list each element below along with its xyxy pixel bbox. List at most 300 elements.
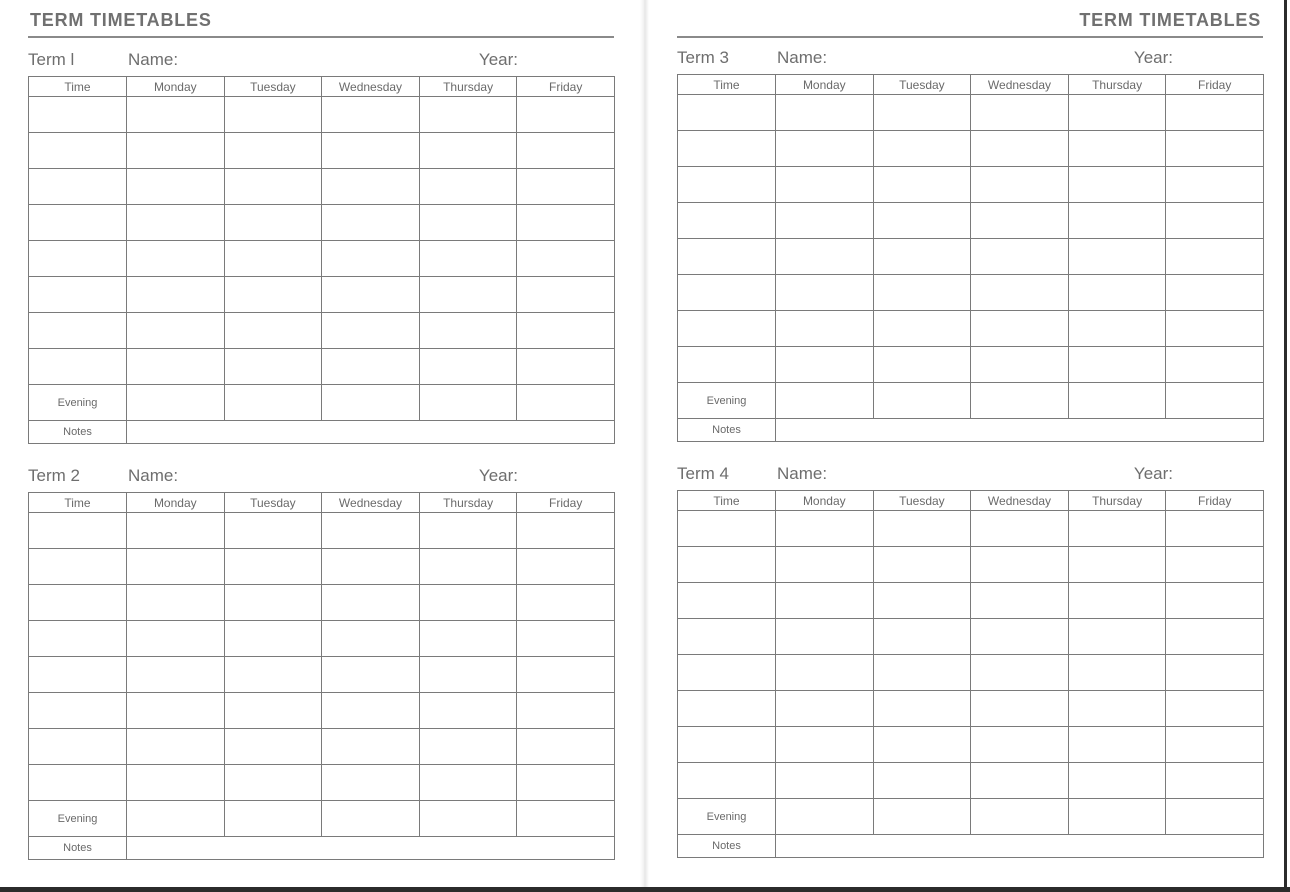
slot-cell[interactable] xyxy=(1166,799,1264,835)
slot-cell[interactable] xyxy=(127,313,225,349)
term-4-heading xyxy=(677,460,1263,490)
slot-cell[interactable] xyxy=(419,621,517,657)
term-3-name-label: Name: xyxy=(777,48,828,67)
slot-cell[interactable] xyxy=(971,311,1069,347)
term-2-section xyxy=(28,462,614,860)
table-row xyxy=(29,97,615,133)
slot-cell[interactable] xyxy=(224,169,322,205)
slot-cell[interactable] xyxy=(776,691,874,727)
slot-cell[interactable] xyxy=(419,765,517,801)
time-cell[interactable] xyxy=(29,349,127,385)
slot-cell[interactable] xyxy=(776,203,874,239)
time-cell[interactable] xyxy=(678,655,776,691)
time-cell[interactable] xyxy=(678,167,776,203)
slot-cell[interactable] xyxy=(419,729,517,765)
table-row xyxy=(678,131,1264,167)
slot-cell[interactable] xyxy=(127,169,225,205)
slot-cell[interactable] xyxy=(322,585,420,621)
slot-cell[interactable] xyxy=(1166,347,1264,383)
column-header-0: Time xyxy=(678,75,776,95)
slot-cell[interactable] xyxy=(322,621,420,657)
slot-cell[interactable] xyxy=(1068,655,1166,691)
slot-cell[interactable] xyxy=(971,655,1069,691)
slot-cell[interactable] xyxy=(322,693,420,729)
slot-cell[interactable] xyxy=(873,799,971,835)
slot-cell[interactable] xyxy=(419,801,517,837)
time-cell[interactable] xyxy=(678,619,776,655)
slot-cell[interactable] xyxy=(776,511,874,547)
term-1-heading xyxy=(28,46,614,76)
column-header-3: Wednesday xyxy=(322,77,420,97)
slot-cell[interactable] xyxy=(873,167,971,203)
slot-cell[interactable] xyxy=(873,239,971,275)
slot-cell[interactable] xyxy=(1166,763,1264,799)
time-cell[interactable] xyxy=(678,547,776,583)
slot-cell[interactable] xyxy=(873,383,971,419)
slot-cell[interactable] xyxy=(419,97,517,133)
slot-cell[interactable] xyxy=(1166,691,1264,727)
slot-cell[interactable] xyxy=(971,95,1069,131)
slot-cell[interactable] xyxy=(224,313,322,349)
time-cell[interactable] xyxy=(678,239,776,275)
time-cell[interactable] xyxy=(678,583,776,619)
slot-cell[interactable] xyxy=(127,133,225,169)
column-header-0: Time xyxy=(29,493,127,513)
time-cell[interactable] xyxy=(29,313,127,349)
notes-label: Notes xyxy=(29,421,127,444)
slot-cell[interactable] xyxy=(517,97,615,133)
slot-cell[interactable] xyxy=(1068,131,1166,167)
slot-cell[interactable] xyxy=(224,585,322,621)
time-cell[interactable]: Evening xyxy=(29,385,127,421)
time-cell[interactable] xyxy=(678,203,776,239)
slot-cell[interactable] xyxy=(1068,619,1166,655)
slot-cell[interactable] xyxy=(322,349,420,385)
term-2-year-label: Year: xyxy=(478,466,518,485)
slot-cell[interactable] xyxy=(127,621,225,657)
slot-cell[interactable] xyxy=(419,277,517,313)
slot-cell[interactable] xyxy=(224,241,322,277)
slot-cell[interactable] xyxy=(419,657,517,693)
column-header-4: Thursday xyxy=(1068,75,1166,95)
slot-cell[interactable] xyxy=(971,763,1069,799)
column-header-0: Time xyxy=(29,77,127,97)
slot-cell[interactable] xyxy=(517,349,615,385)
time-cell[interactable] xyxy=(29,657,127,693)
table-row xyxy=(678,167,1264,203)
time-cell[interactable] xyxy=(678,763,776,799)
column-header-2: Tuesday xyxy=(873,75,971,95)
table-row xyxy=(678,691,1264,727)
slot-cell[interactable] xyxy=(517,513,615,549)
slot-cell[interactable] xyxy=(873,511,971,547)
slot-cell[interactable] xyxy=(873,347,971,383)
slot-cell[interactable] xyxy=(1166,239,1264,275)
slot-cell[interactable] xyxy=(873,311,971,347)
slot-cell[interactable] xyxy=(127,385,225,421)
slot-cell[interactable] xyxy=(776,311,874,347)
notes-field[interactable] xyxy=(776,835,1264,858)
term-1-year-label: Year: xyxy=(478,50,518,69)
notes-field[interactable] xyxy=(127,837,615,860)
book-gutter xyxy=(640,0,649,887)
slot-cell[interactable] xyxy=(419,205,517,241)
slot-cell[interactable] xyxy=(971,239,1069,275)
slot-cell[interactable] xyxy=(1068,547,1166,583)
table-row xyxy=(678,239,1264,275)
slot-cell[interactable] xyxy=(1068,95,1166,131)
slot-cell[interactable] xyxy=(971,799,1069,835)
slot-cell[interactable] xyxy=(971,275,1069,311)
slot-cell[interactable] xyxy=(419,133,517,169)
slot-cell[interactable] xyxy=(517,313,615,349)
column-header-3: Wednesday xyxy=(971,491,1069,511)
slot-cell[interactable] xyxy=(517,765,615,801)
slot-cell[interactable] xyxy=(419,585,517,621)
slot-cell[interactable] xyxy=(776,619,874,655)
slot-cell[interactable] xyxy=(517,241,615,277)
slot-cell[interactable] xyxy=(517,693,615,729)
slot-cell[interactable] xyxy=(776,799,874,835)
table-row xyxy=(29,621,615,657)
term-4-year-label: Year: xyxy=(1133,464,1173,483)
table-row xyxy=(29,513,615,549)
time-cell[interactable]: Evening xyxy=(678,799,776,835)
term-3-section xyxy=(677,44,1263,442)
slot-cell[interactable] xyxy=(776,167,874,203)
table-row xyxy=(678,95,1264,131)
slot-cell[interactable] xyxy=(224,765,322,801)
notes-field[interactable] xyxy=(776,419,1264,442)
slot-cell[interactable] xyxy=(224,729,322,765)
column-header-5: Friday xyxy=(517,493,615,513)
header-row xyxy=(29,493,615,513)
slot-cell[interactable] xyxy=(419,693,517,729)
slot-cell[interactable] xyxy=(873,583,971,619)
column-header-2: Tuesday xyxy=(873,491,971,511)
page-edge-bottom xyxy=(0,887,1290,892)
slot-cell[interactable] xyxy=(776,727,874,763)
slot-cell[interactable] xyxy=(224,621,322,657)
slot-cell[interactable] xyxy=(1068,383,1166,419)
slot-cell[interactable] xyxy=(971,203,1069,239)
table-row xyxy=(29,657,615,693)
slot-cell[interactable] xyxy=(1068,691,1166,727)
slot-cell[interactable] xyxy=(419,549,517,585)
slot-cell[interactable] xyxy=(322,385,420,421)
notes-field[interactable] xyxy=(127,421,615,444)
slot-cell[interactable] xyxy=(224,133,322,169)
slot-cell[interactable] xyxy=(419,169,517,205)
slot-cell[interactable] xyxy=(127,241,225,277)
slot-cell[interactable] xyxy=(322,801,420,837)
column-header-3: Wednesday xyxy=(322,493,420,513)
slot-cell[interactable] xyxy=(224,97,322,133)
slot-cell[interactable] xyxy=(971,547,1069,583)
time-cell[interactable] xyxy=(29,241,127,277)
term-2-label: Term 2 xyxy=(28,466,80,485)
slot-cell[interactable] xyxy=(322,657,420,693)
slot-cell[interactable] xyxy=(127,801,225,837)
column-header-0: Time xyxy=(678,491,776,511)
table-row xyxy=(29,205,615,241)
slot-cell[interactable] xyxy=(1068,763,1166,799)
slot-cell[interactable] xyxy=(776,131,874,167)
notes-row xyxy=(29,837,615,860)
slot-cell[interactable] xyxy=(873,95,971,131)
slot-cell[interactable] xyxy=(224,549,322,585)
header-row xyxy=(678,75,1264,95)
slot-cell[interactable] xyxy=(322,765,420,801)
slot-cell[interactable] xyxy=(224,801,322,837)
slot-cell[interactable] xyxy=(1068,311,1166,347)
time-cell[interactable] xyxy=(678,275,776,311)
term-2-heading xyxy=(28,462,614,492)
slot-cell[interactable] xyxy=(322,241,420,277)
slot-cell[interactable] xyxy=(971,347,1069,383)
slot-cell[interactable] xyxy=(517,801,615,837)
slot-cell[interactable] xyxy=(971,131,1069,167)
slot-cell[interactable] xyxy=(1166,619,1264,655)
column-header-2: Tuesday xyxy=(224,77,322,97)
slot-cell[interactable] xyxy=(873,655,971,691)
slot-cell[interactable] xyxy=(419,313,517,349)
slot-cell[interactable] xyxy=(127,585,225,621)
slot-cell[interactable] xyxy=(224,385,322,421)
column-header-5: Friday xyxy=(517,77,615,97)
slot-cell[interactable] xyxy=(127,765,225,801)
time-cell[interactable] xyxy=(678,691,776,727)
slot-cell[interactable] xyxy=(776,547,874,583)
slot-cell[interactable] xyxy=(517,385,615,421)
slot-cell[interactable] xyxy=(1166,131,1264,167)
time-cell[interactable] xyxy=(29,169,127,205)
slot-cell[interactable] xyxy=(971,583,1069,619)
time-cell[interactable] xyxy=(29,277,127,313)
slot-cell[interactable] xyxy=(873,691,971,727)
term-2-name-label: Name: xyxy=(128,466,179,485)
slot-cell[interactable] xyxy=(517,657,615,693)
time-cell[interactable]: Evening xyxy=(678,383,776,419)
table-row xyxy=(678,763,1264,799)
slot-cell[interactable] xyxy=(1068,347,1166,383)
slot-cell[interactable] xyxy=(322,205,420,241)
evening-row xyxy=(678,799,1264,835)
slot-cell[interactable] xyxy=(322,729,420,765)
notes-label: Notes xyxy=(678,419,776,442)
column-header-4: Thursday xyxy=(419,77,517,97)
notes-label: Notes xyxy=(29,837,127,860)
time-cell[interactable] xyxy=(678,131,776,167)
slot-cell[interactable] xyxy=(1166,383,1264,419)
time-cell[interactable] xyxy=(29,549,127,585)
slot-cell[interactable] xyxy=(127,349,225,385)
slot-cell[interactable] xyxy=(224,349,322,385)
slot-cell[interactable] xyxy=(1068,511,1166,547)
notes-label: Notes xyxy=(678,835,776,858)
slot-cell[interactable] xyxy=(127,513,225,549)
slot-cell[interactable] xyxy=(1068,167,1166,203)
slot-cell[interactable] xyxy=(971,383,1069,419)
slot-cell[interactable] xyxy=(127,729,225,765)
slot-cell[interactable] xyxy=(1166,311,1264,347)
slot-cell[interactable] xyxy=(776,239,874,275)
slot-cell[interactable] xyxy=(873,727,971,763)
slot-cell[interactable] xyxy=(322,313,420,349)
time-cell[interactable] xyxy=(29,133,127,169)
time-cell[interactable] xyxy=(29,765,127,801)
table-row xyxy=(29,133,615,169)
time-cell[interactable] xyxy=(29,585,127,621)
column-header-5: Friday xyxy=(1166,75,1264,95)
table-row xyxy=(29,277,615,313)
slot-cell[interactable] xyxy=(322,513,420,549)
table-row xyxy=(678,583,1264,619)
time-cell[interactable] xyxy=(29,729,127,765)
slot-cell[interactable] xyxy=(1068,727,1166,763)
slot-cell[interactable] xyxy=(517,277,615,313)
slot-cell[interactable] xyxy=(127,549,225,585)
slot-cell[interactable] xyxy=(127,97,225,133)
term-4-section xyxy=(677,460,1263,858)
left-page-title: TERM TIMETABLES xyxy=(30,10,212,30)
slot-cell[interactable] xyxy=(873,131,971,167)
slot-cell[interactable] xyxy=(776,583,874,619)
slot-cell[interactable] xyxy=(419,349,517,385)
term-1-section xyxy=(28,46,614,444)
timetable-grid xyxy=(677,490,1264,858)
time-cell[interactable] xyxy=(678,511,776,547)
slot-cell[interactable] xyxy=(971,511,1069,547)
slot-cell[interactable] xyxy=(127,277,225,313)
column-header-1: Monday xyxy=(776,75,874,95)
time-cell[interactable] xyxy=(29,693,127,729)
time-cell[interactable] xyxy=(29,97,127,133)
timetable-grid xyxy=(28,76,615,444)
slot-cell[interactable] xyxy=(1166,203,1264,239)
column-header-1: Monday xyxy=(776,491,874,511)
column-header-1: Monday xyxy=(127,493,225,513)
column-header-3: Wednesday xyxy=(971,75,1069,95)
slot-cell[interactable] xyxy=(517,549,615,585)
slot-cell[interactable] xyxy=(127,657,225,693)
slot-cell[interactable] xyxy=(776,275,874,311)
slot-cell[interactable] xyxy=(517,621,615,657)
slot-cell[interactable] xyxy=(322,97,420,133)
column-header-4: Thursday xyxy=(419,493,517,513)
slot-cell[interactable] xyxy=(1166,655,1264,691)
term-3-label: Term 3 xyxy=(677,48,729,67)
time-cell[interactable] xyxy=(29,621,127,657)
slot-cell[interactable] xyxy=(1068,583,1166,619)
slot-cell[interactable] xyxy=(873,619,971,655)
slot-cell[interactable] xyxy=(517,585,615,621)
slot-cell[interactable] xyxy=(1068,203,1166,239)
slot-cell[interactable] xyxy=(776,655,874,691)
time-cell[interactable] xyxy=(678,727,776,763)
column-header-2: Tuesday xyxy=(224,493,322,513)
slot-cell[interactable] xyxy=(517,205,615,241)
slot-cell[interactable] xyxy=(971,691,1069,727)
time-cell[interactable] xyxy=(29,205,127,241)
slot-cell[interactable] xyxy=(971,167,1069,203)
time-cell[interactable] xyxy=(29,513,127,549)
header-row xyxy=(678,491,1264,511)
slot-cell[interactable] xyxy=(873,275,971,311)
slot-cell[interactable] xyxy=(224,205,322,241)
column-header-5: Friday xyxy=(1166,491,1264,511)
slot-cell[interactable] xyxy=(322,133,420,169)
right-page-title: TERM TIMETABLES xyxy=(1079,10,1261,30)
slot-cell[interactable] xyxy=(1166,275,1264,311)
slot-cell[interactable] xyxy=(1068,239,1166,275)
table-row xyxy=(29,241,615,277)
slot-cell[interactable] xyxy=(127,205,225,241)
term-4-label: Term 4 xyxy=(677,464,729,483)
term-1-name-label: Name: xyxy=(128,50,179,69)
slot-cell[interactable] xyxy=(419,385,517,421)
table-row xyxy=(678,347,1264,383)
slot-cell[interactable] xyxy=(1068,799,1166,835)
slot-cell[interactable] xyxy=(224,513,322,549)
slot-cell[interactable] xyxy=(776,383,874,419)
header-row xyxy=(29,77,615,97)
term-3-heading xyxy=(677,44,1263,74)
evening-row xyxy=(29,385,615,421)
slot-cell[interactable] xyxy=(971,727,1069,763)
slot-cell[interactable] xyxy=(322,549,420,585)
slot-cell[interactable] xyxy=(1166,547,1264,583)
slot-cell[interactable] xyxy=(1068,275,1166,311)
slot-cell[interactable] xyxy=(1166,727,1264,763)
slot-cell[interactable] xyxy=(224,277,322,313)
slot-cell[interactable] xyxy=(776,347,874,383)
slot-cell[interactable] xyxy=(419,241,517,277)
slot-cell[interactable] xyxy=(517,169,615,205)
slot-cell[interactable] xyxy=(873,203,971,239)
time-cell[interactable]: Evening xyxy=(29,801,127,837)
time-cell[interactable] xyxy=(678,95,776,131)
slot-cell[interactable] xyxy=(224,693,322,729)
time-cell[interactable] xyxy=(678,347,776,383)
table-row xyxy=(678,203,1264,239)
slot-cell[interactable] xyxy=(1166,95,1264,131)
timetable-grid xyxy=(28,492,615,860)
time-cell[interactable] xyxy=(678,311,776,347)
slot-cell[interactable] xyxy=(322,277,420,313)
column-header-4: Thursday xyxy=(1068,491,1166,511)
slot-cell[interactable] xyxy=(776,763,874,799)
table-row xyxy=(678,655,1264,691)
page-edge-right xyxy=(1284,0,1287,892)
table-row xyxy=(29,585,615,621)
table-row xyxy=(29,313,615,349)
slot-cell[interactable] xyxy=(517,729,615,765)
slot-cell[interactable] xyxy=(419,513,517,549)
slot-cell[interactable] xyxy=(1166,167,1264,203)
slot-cell[interactable] xyxy=(322,169,420,205)
slot-cell[interactable] xyxy=(776,95,874,131)
slot-cell[interactable] xyxy=(1166,511,1264,547)
slot-cell[interactable] xyxy=(517,133,615,169)
slot-cell[interactable] xyxy=(873,763,971,799)
slot-cell[interactable] xyxy=(127,693,225,729)
slot-cell[interactable] xyxy=(873,547,971,583)
slot-cell[interactable] xyxy=(224,657,322,693)
slot-cell[interactable] xyxy=(1166,583,1264,619)
left-page-header xyxy=(28,8,614,38)
slot-cell[interactable] xyxy=(971,619,1069,655)
